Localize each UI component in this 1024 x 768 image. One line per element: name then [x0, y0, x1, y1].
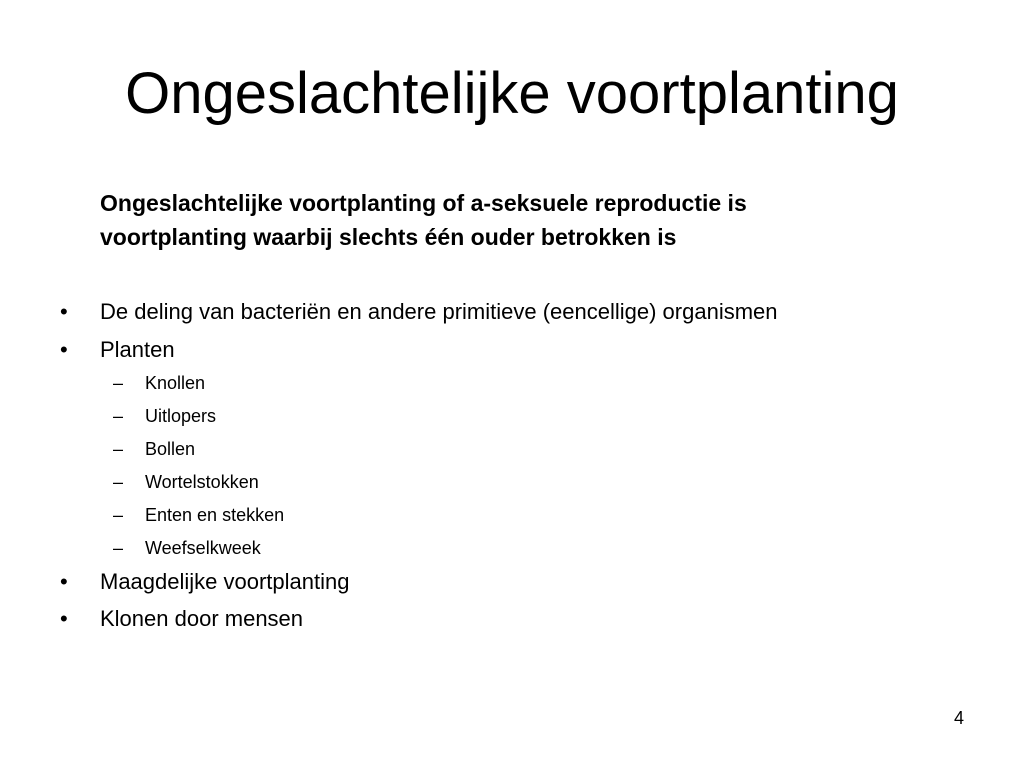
- dash-icon: –: [113, 406, 124, 426]
- sub-list-item-label: Enten en stekken: [145, 505, 285, 525]
- intro-line: voortplanting waarbij slechts één ouder betrokken is: [100, 224, 677, 250]
- list-item-label: Maagdelijke voortplanting: [100, 569, 350, 594]
- dash-icon: –: [113, 505, 124, 525]
- intro-line: Ongeslachtelijke voortplanting of a-seksuele reproductie is: [100, 190, 747, 216]
- list-item-label: Klonen door mensen: [100, 606, 304, 631]
- bullet-icon: •: [60, 606, 68, 631]
- bullet-icon: •: [60, 569, 68, 594]
- sub-list-item-label: Weefselkweek: [145, 538, 261, 558]
- bullet-icon: •: [60, 299, 68, 324]
- dash-icon: –: [113, 439, 124, 459]
- page-number: 4: [953, 708, 964, 728]
- list-item-label: De deling van bacteriën en andere primitieve (eencellige) organismen: [100, 299, 778, 324]
- dash-icon: –: [113, 373, 124, 393]
- dash-icon: –: [113, 538, 124, 558]
- dash-icon: –: [113, 472, 124, 492]
- sub-list-item-label: Bollen: [145, 439, 196, 459]
- slide-title: Ongeslachtelijke voortplanting: [125, 61, 899, 126]
- sub-list-item-label: Knollen: [145, 373, 206, 393]
- bullet-icon: •: [60, 337, 68, 362]
- sub-list-item-label: Wortelstokken: [145, 472, 259, 492]
- sub-list-item-label: Uitlopers: [145, 406, 217, 426]
- list-item-label: Planten: [100, 337, 175, 362]
